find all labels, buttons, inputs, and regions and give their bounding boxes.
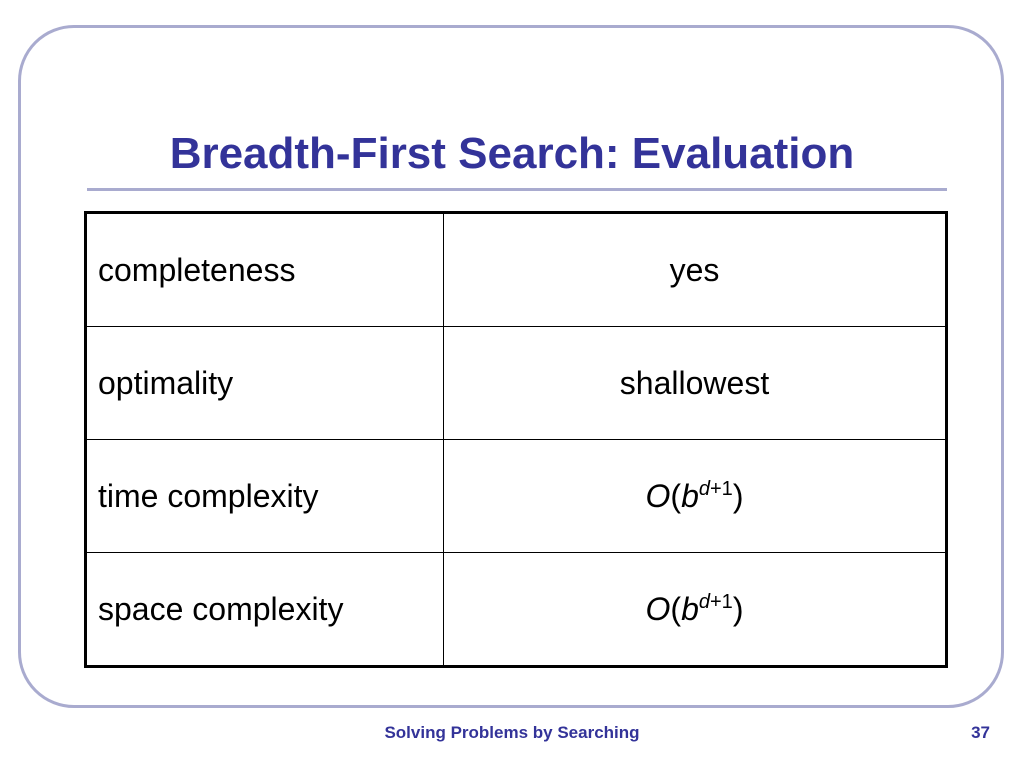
value-cell: [444, 553, 947, 667]
exponent-offset: +1: [710, 590, 733, 613]
depth-variable: d: [698, 477, 710, 500]
table-row: [86, 213, 947, 327]
property-cell: space complexity: [86, 553, 444, 667]
open-paren: (: [670, 477, 682, 514]
complexity-expression: [646, 478, 744, 514]
branching-factor: b: [681, 477, 699, 514]
branching-factor: b: [681, 590, 699, 627]
title-underline: [87, 188, 947, 191]
close-paren: ): [732, 590, 744, 627]
table-row: [86, 327, 947, 440]
value-cell: shallowest: [444, 327, 947, 440]
footer-title: Solving Problems by Searching: [384, 723, 640, 742]
exponent: [699, 478, 733, 500]
page-number: 37: [971, 723, 990, 742]
property-cell: completeness: [86, 213, 444, 327]
value-cell: [444, 440, 947, 553]
property-cell: optimality: [86, 327, 444, 440]
open-paren: (: [670, 590, 682, 627]
depth-variable: d: [698, 590, 710, 613]
complexity-expression: [646, 591, 744, 627]
evaluation-table: [84, 211, 948, 668]
table-row: [86, 553, 947, 667]
value-cell: yes: [444, 213, 947, 327]
slide-title: Breadth-First Search: Evaluation: [169, 129, 855, 178]
property-cell: time complexity: [86, 440, 444, 553]
table-row: [86, 440, 947, 553]
big-o-symbol: O: [645, 477, 671, 514]
big-o-symbol: O: [645, 590, 671, 627]
close-paren: ): [732, 477, 744, 514]
exponent: [699, 591, 733, 613]
exponent-offset: +1: [710, 477, 733, 500]
